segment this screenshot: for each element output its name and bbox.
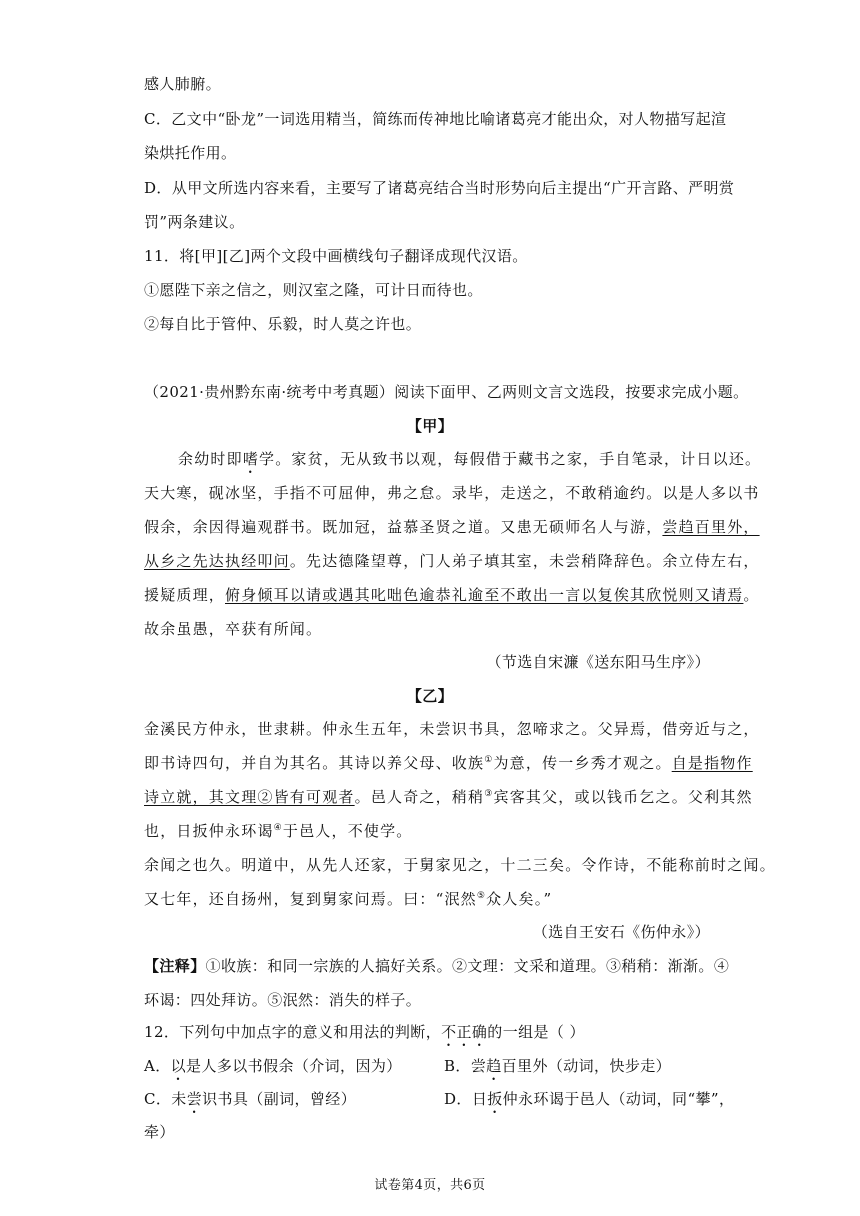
option-c[interactable]: C．未尝识书具（副词，曾经）	[144, 1090, 357, 1108]
yi-line: 诗立就，其文理②皆有可观者。邑人奇之，稍稍③宾客其父，或以钱币乞之。父利其然	[144, 788, 753, 806]
option-d-line: 罚”两条建议。	[144, 213, 245, 231]
options-row	[144, 1056, 744, 1084]
page-footer: 试卷第4页，共6页	[374, 1178, 486, 1193]
jia-line: 故余虽愚，卒获有所闻。	[144, 620, 323, 638]
jia-line: 假余，余因得遍观群书。既加冠，益慕圣贤之道。又患无硕师名人与游，尝趋百里外，	[144, 518, 760, 536]
jia-line: 从乡之先达执经叩问。先达德隆望尊，门人弟子填其室，未尝稍降辞色。余立侍左右，	[144, 552, 760, 570]
yi-line: 即书诗四句，并自为其名。其诗以养父母、收族①为意，传一乡秀才观之。自是指物作	[144, 754, 753, 772]
jia-line: 援疑质理，俯身倾耳以请或遇其叱咄色逾恭礼逾至不敢出一言以复俟其欣悦则又请焉。	[144, 586, 760, 604]
yi-title: 【乙】	[406, 687, 454, 705]
jia-citation: （节选自宋濂《送东阳马生序》）	[486, 653, 710, 671]
question-11-item-1: ①愿陛下亲之信之，则汉室之隆，可计日而待也。	[144, 281, 483, 299]
question-12: 12．下列句中加点字的意义和用法的判断，不正确的一组是（ ）	[144, 1023, 585, 1041]
jia-line: 天大寒，砚冰坚，手指不可屈伸，弗之怠。录毕，走送之，不敢稍逾约。以是人多以书	[144, 484, 760, 502]
yi-line: 也，日扳仲永环谒④于邑人，不使学。	[144, 822, 413, 840]
option-d-continued: 牵）	[144, 1123, 175, 1141]
yi-line: 又七年，还自扬州，复到舅家问焉。曰：“泯然⑤众人矣。”	[144, 890, 553, 908]
underlined-sentence: 从乡之先达执经叩问	[144, 552, 290, 570]
option-b[interactable]: B．尝趋百里外（动词，快步走）	[444, 1057, 672, 1075]
option-d-line: D．从甲文所选内容来看，主要写了诸葛亮结合当时形势向后主提出“广开言路、严明赏	[144, 179, 735, 197]
notes: 环谒：四处拜访。⑤泯然：消失的样子。	[144, 991, 422, 1009]
options-row	[144, 1089, 744, 1117]
option-c-line: C．乙文中“卧龙”一词选用精当，简练而传神地比喻诸葛亮才能出众，对人物描写起渲	[144, 110, 727, 128]
underlined-sentence: 尝趋百里外，	[662, 518, 760, 536]
yi-line: 余闻之也久。明道中，从先人还家，于舅家见之，十二三矣。令作诗，不能称前时之闻。	[144, 856, 776, 874]
underlined-sentence: 俯身倾耳以请或遇其叱咄色逾恭礼逾至不敢出一言以复俟其欣悦则又请焉	[225, 586, 744, 604]
question-11: 11．将[甲][乙]两个文段中画横线句子翻译成现代汉语。	[144, 247, 528, 265]
jia-line: 余幼时即嗜学。家贫，无从致书以观，每假借于藏书之家，手自笔录，计日以还。	[178, 450, 762, 468]
text-line: 感人肺腑。	[144, 75, 222, 93]
underlined-sentence: 诗立就，其文理②皆有可观者	[144, 788, 355, 806]
section-source: （2021·贵州黔东南·统考中考真题）阅读下面甲、乙两则文言文选段，按要求完成小题。	[144, 383, 749, 401]
notes: 【注释】①收族：和同一宗族的人搞好关系。②文理：文采和道理。③稍稍：渐渐。④	[144, 957, 730, 975]
option-d[interactable]: D．日扳仲永环谒于邑人（动词，同“攀”，	[444, 1090, 735, 1108]
yi-line: 金溪民方仲永，世隶耕。仲永生五年，未尝识书具，忽啼求之。父异焉，借旁近与之，	[144, 720, 760, 738]
underlined-sentence: 自是指物作	[671, 754, 753, 772]
jia-title: 【甲】	[406, 417, 454, 435]
question-11-item-2: ②每自比于管仲、乐毅，时人莫之许也。	[144, 315, 422, 333]
yi-citation: （选自王安石《伤仲永》）	[532, 923, 710, 941]
option-c-line: 染烘托作用。	[144, 144, 237, 162]
option-a[interactable]: A．以是人多以书假余（介词，因为）	[144, 1057, 402, 1075]
